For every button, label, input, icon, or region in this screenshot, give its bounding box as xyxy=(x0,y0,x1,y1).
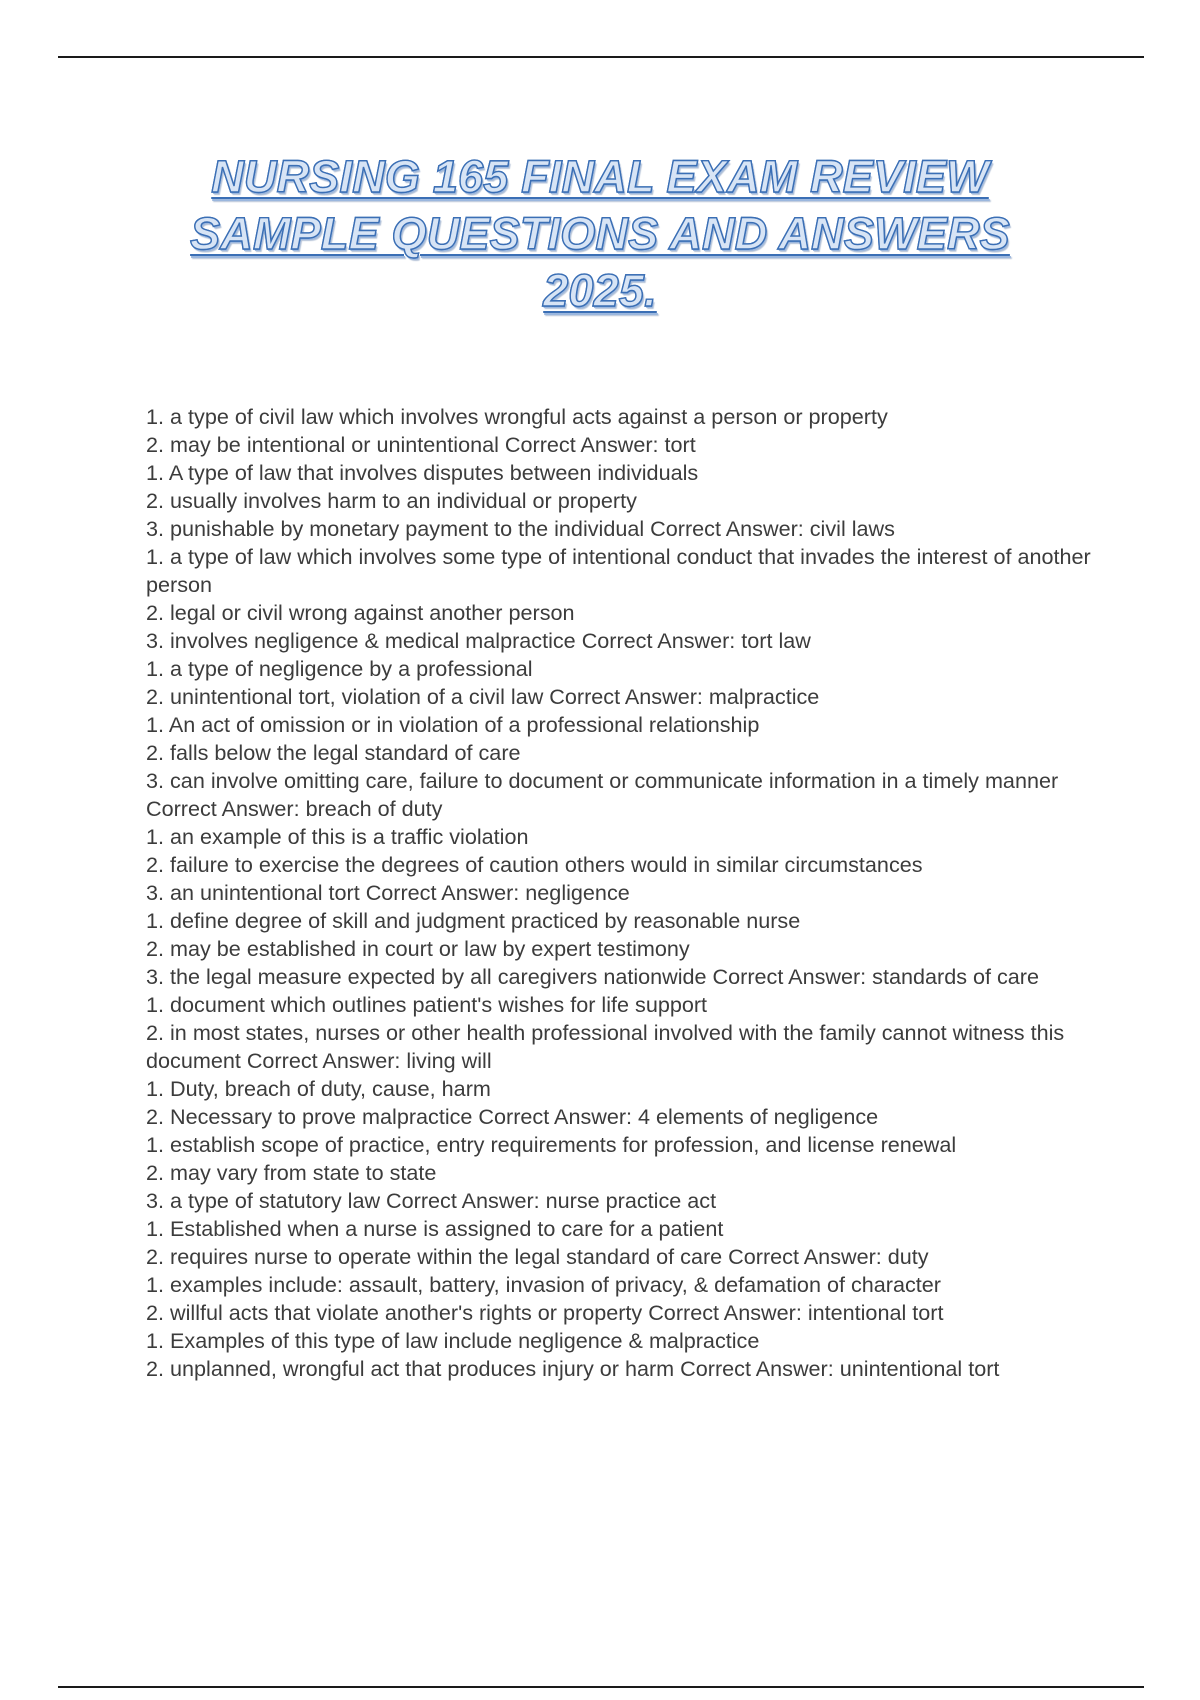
qa-line: 1. Examples of this type of law include negligence & malpractice xyxy=(146,1328,760,1353)
qa-line: 1. establish scope of practice, entry requirements for profession, and license renewal xyxy=(146,1132,957,1157)
title-line-3: 2025. xyxy=(543,265,657,316)
qa-line: 2. legal or civil wrong against another person xyxy=(146,600,575,625)
qa-line: 1. Established when a nurse is assigned to care for a patient xyxy=(146,1216,724,1241)
qa-line: 2. may vary from state to state xyxy=(146,1160,437,1185)
qa-line: 2. requires nurse to operate within the legal standard of care Correct Answer: duty xyxy=(146,1244,929,1269)
qa-line: 2. falls below the legal standard of care xyxy=(146,740,521,765)
bottom-rule xyxy=(58,1686,1144,1688)
qa-line: 1. define degree of skill and judgment practiced by reasonable nurse xyxy=(146,908,801,933)
qa-line: 2. may be intentional or unintentional Correct Answer: tort xyxy=(146,432,696,457)
qa-line: 1. an example of this is a traffic violation xyxy=(146,824,529,849)
qa-line: 1. Duty, breach of duty, cause, harm xyxy=(146,1076,491,1101)
qa-line: 2. Necessary to prove malpractice Correct Answer: 4 elements of negligence xyxy=(146,1104,879,1129)
qa-line: 1. document which outlines patient's wishes for life support xyxy=(146,992,708,1017)
qa-line: 1. a type of law which involves some type of intentional conduct that invades the interest of another person xyxy=(146,544,1091,597)
top-rule xyxy=(58,56,1144,58)
qa-line: 2. failure to exercise the degrees of caution others would in similar circumstances xyxy=(146,852,923,877)
qa-line: 2. willful acts that violate another's rights or property Correct Answer: intentional tort xyxy=(146,1300,944,1325)
qa-line: 3. the legal measure expected by all caregivers nationwide Correct Answer: standards of care xyxy=(146,964,1040,989)
qa-line: 2. usually involves harm to an individual or property xyxy=(146,488,637,513)
qa-line: 3. can involve omitting care, failure to document or communicate information in a timely manner Correct Answer: breach of duty xyxy=(146,768,1059,821)
title-line-1: NURSING 165 FINAL EXAM REVIEW xyxy=(211,151,989,202)
document-title xyxy=(60,148,1140,319)
qa-line: 3. a type of statutory law Correct Answer: nurse practice act xyxy=(146,1188,717,1213)
qa-line: 2. may be established in court or law by expert testimony xyxy=(146,936,690,961)
qa-line: 1. An act of omission or in violation of a professional relationship xyxy=(146,712,760,737)
qa-line: 1. A type of law that involves disputes between individuals xyxy=(146,460,699,485)
qa-line: 1. a type of civil law which involves wrongful acts against a person or property xyxy=(146,404,888,429)
qa-line: 1. a type of negligence by a professional xyxy=(146,656,533,681)
qa-line: 3. punishable by monetary payment to the individual Correct Answer: civil laws xyxy=(146,516,895,541)
qa-line: 1. examples include: assault, battery, invasion of privacy, & defamation of character xyxy=(146,1272,941,1297)
qa-line: 3. involves negligence & medical malpractice Correct Answer: tort law xyxy=(146,628,811,653)
qa-line: 2. unplanned, wrongful act that produces injury or harm Correct Answer: unintentional tort xyxy=(146,1356,1000,1381)
qa-body xyxy=(146,403,1096,1383)
qa-line: 2. unintentional tort, violation of a civil law Correct Answer: malpractice xyxy=(146,684,820,709)
title-line-2: SAMPLE QUESTIONS AND ANSWERS xyxy=(190,208,1010,259)
qa-line: 2. in most states, nurses or other health professional involved with the family cannot witness this document Correct Answer: living will xyxy=(146,1020,1065,1073)
qa-line: 3. an unintentional tort Correct Answer: negligence xyxy=(146,880,630,905)
